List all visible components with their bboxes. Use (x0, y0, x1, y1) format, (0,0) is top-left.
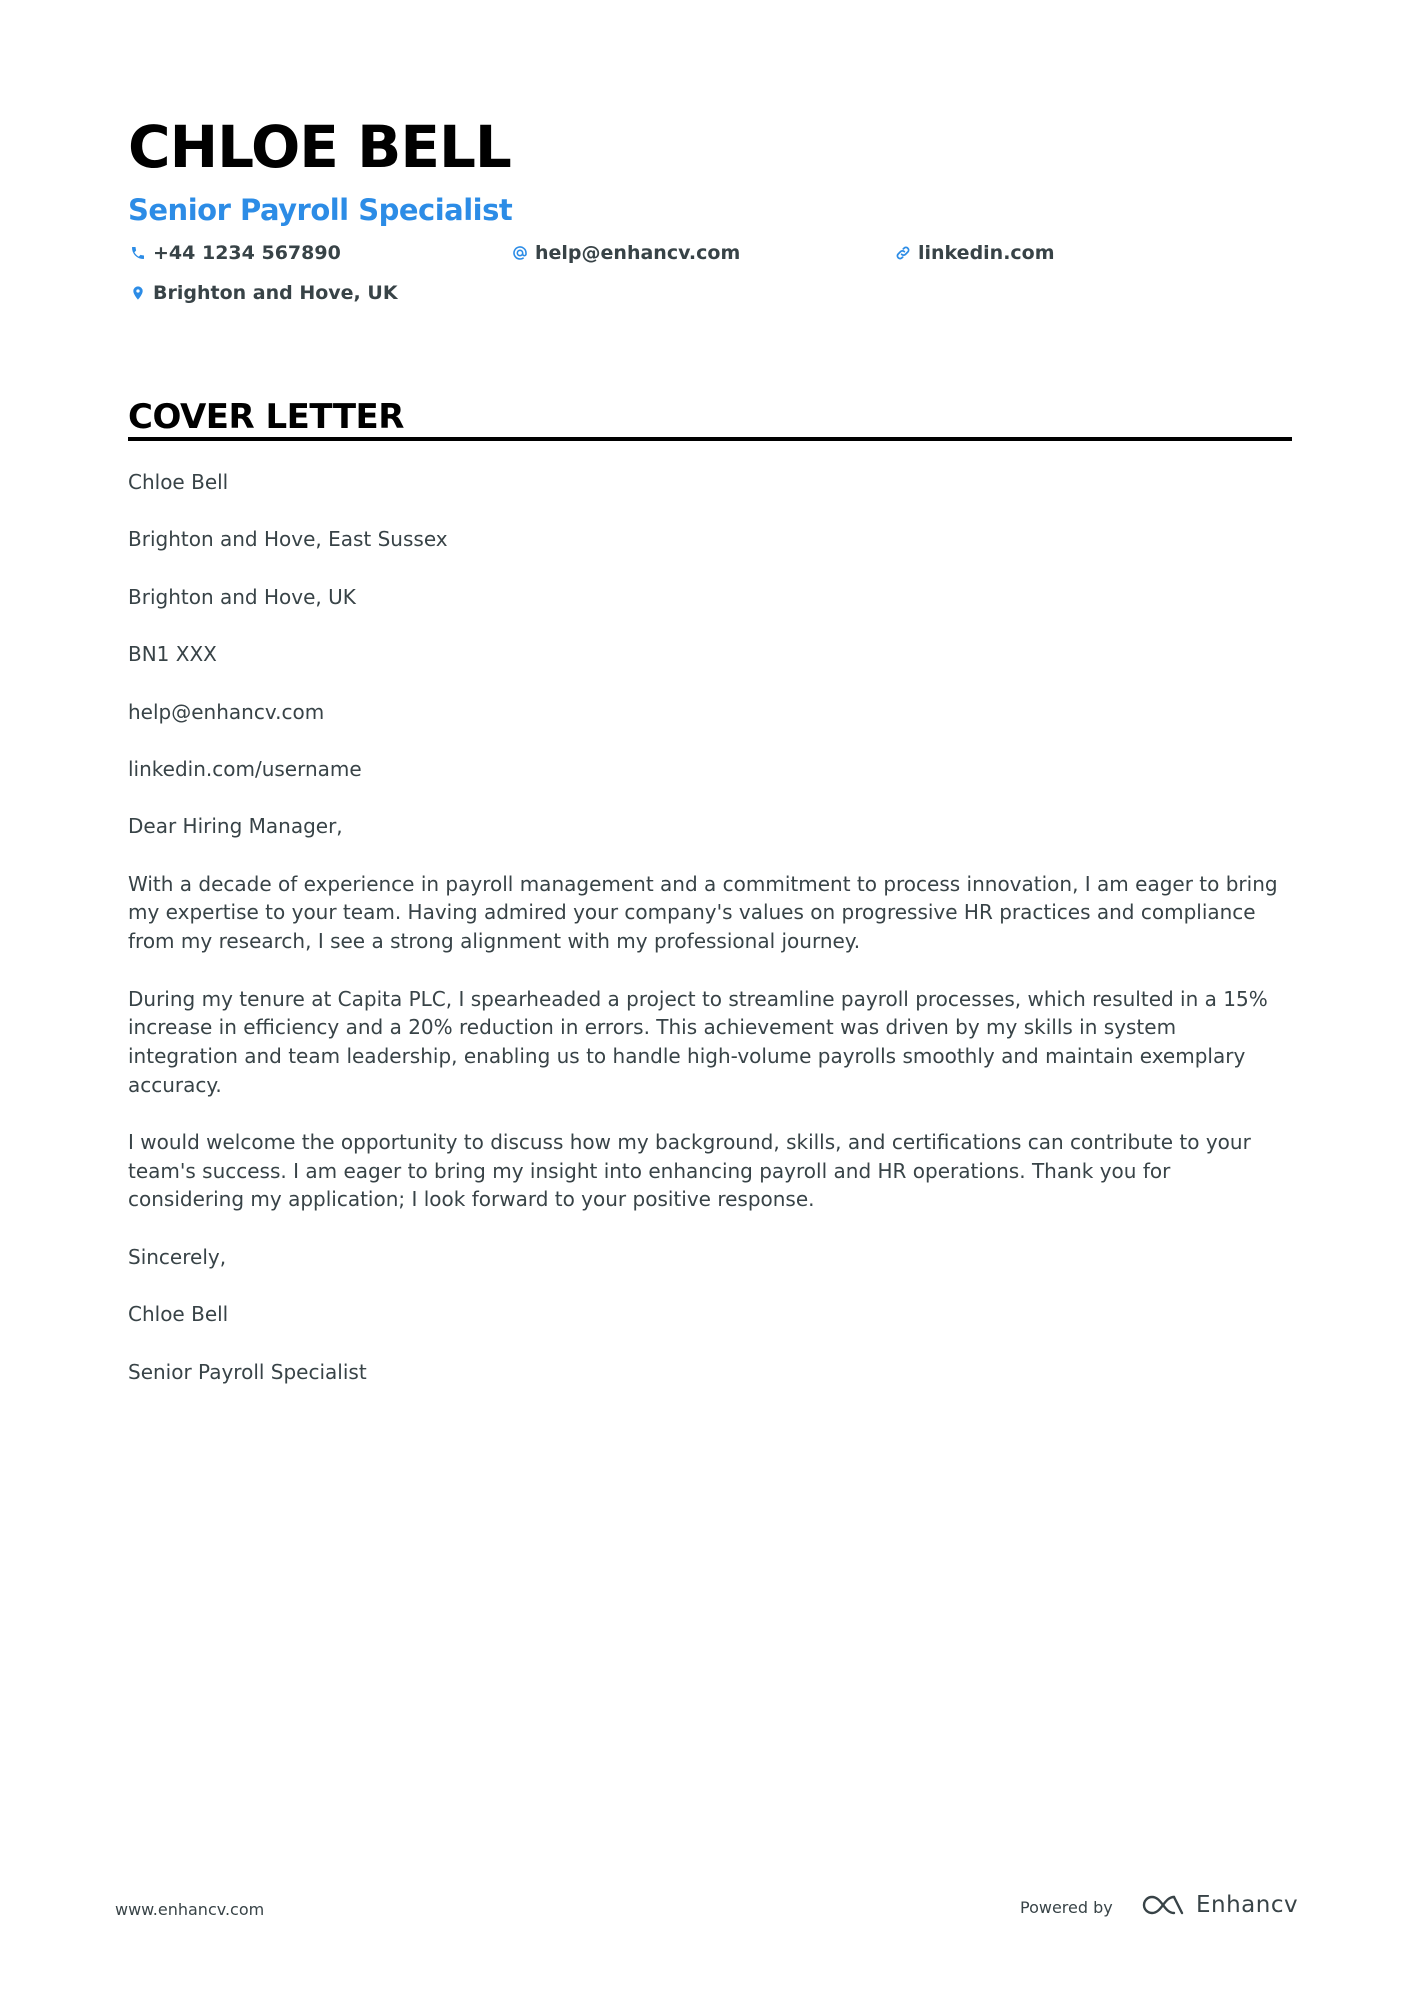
profile-link[interactable]: linkedin.com (918, 242, 1055, 264)
signature-title: Senior Payroll Specialist (128, 1359, 367, 1384)
job-title: Senior Payroll Specialist (128, 193, 513, 227)
contact-link (893, 242, 1055, 264)
sender-email: help@enhancv.com (128, 699, 325, 724)
greeting: Dear Hiring Manager, (128, 814, 343, 839)
sender-name: Chloe Bell (128, 470, 229, 494)
brand-name: Enhancv (1196, 1892, 1299, 1918)
signature-name: Chloe Bell (128, 1302, 229, 1327)
location-text: Brighton and Hove, UK (153, 282, 398, 304)
paragraph-2: During my tenure at Capita PLC, I spearheaded a project to streamline payroll processes, which resulted in a 15% increase in efficiency and a 20% reduction in errors. This achievement was driven by my skills in system integration and team leadership, enabling us to handle high-volume payrolls smoothly and maintain exemplary accuracy. (128, 986, 1268, 1097)
contact-location (128, 282, 398, 304)
address-line-1: Brighton and Hove, East Sussex (128, 527, 448, 552)
sender-linkedin: linkedin.com/username (128, 756, 362, 781)
letter-body (128, 468, 1292, 1415)
brand-logo[interactable] (1140, 1892, 1298, 1918)
postcode: BN1 XXX (128, 642, 217, 667)
address-line-2: Brighton and Hove, UK (128, 584, 356, 609)
section-title: COVER LETTER (128, 397, 404, 437)
footer (0, 1890, 1410, 1930)
contact-phone (128, 242, 341, 264)
phone-icon (128, 243, 148, 263)
paragraph-1: With a decade of experience in payroll management and a commitment to process innovation, I am eager to bring my expertise to your team. Having admired your company's values on progressive HR practices and compliance from my research, I see a strong alignment with my professional journey. (128, 871, 1278, 954)
at-icon (510, 243, 530, 263)
infinity-logo-icon (1140, 1892, 1186, 1918)
location-pin-icon (128, 283, 148, 303)
paragraph-3: I would welcome the opportunity to discuss how my background, skills, and certifications can contribute to your team's success. I am eager to bring my insight into enhancing payroll and HR operations. Thank you for considering my application; I look forward to your positive response. (128, 1130, 1251, 1212)
email-address[interactable]: help@enhancv.com (535, 242, 741, 264)
footer-url[interactable]: www.enhancv.com (115, 1900, 265, 1919)
closing: Sincerely, (128, 1244, 227, 1269)
link-icon (893, 243, 913, 263)
phone-number[interactable]: +44 1234 567890 (153, 242, 341, 264)
candidate-name: CHLOE BELL (128, 113, 511, 181)
section-divider (128, 437, 1292, 441)
contact-email (510, 242, 740, 264)
powered-by-text: Powered by (1020, 1898, 1113, 1917)
